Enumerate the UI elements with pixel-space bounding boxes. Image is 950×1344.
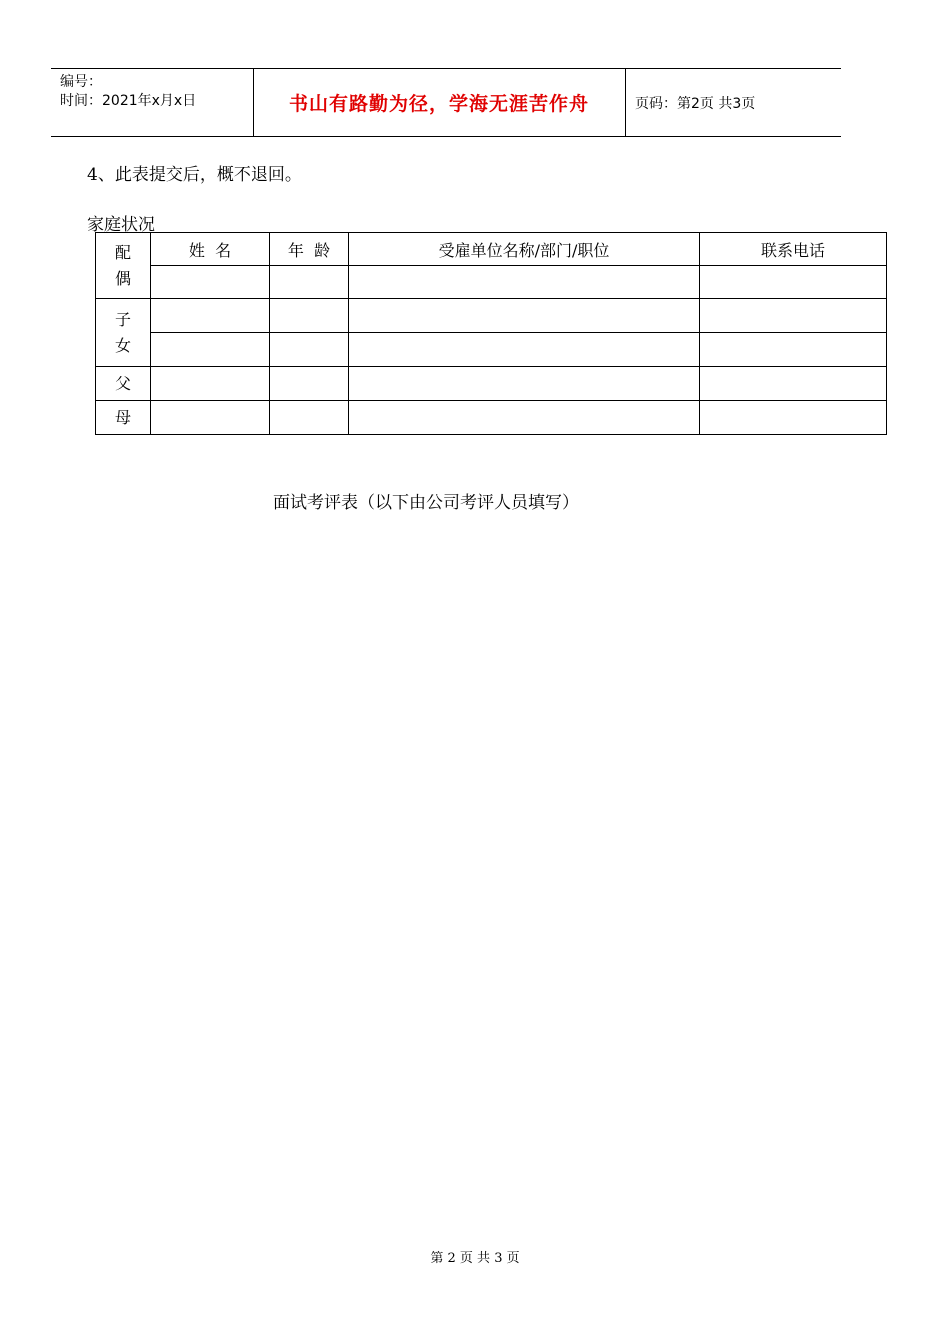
mother-age-cell[interactable] <box>270 401 349 435</box>
relation-children-label: 子 女 <box>96 299 151 367</box>
spouse-name-cell[interactable] <box>151 266 270 299</box>
child-2-employer-cell[interactable] <box>349 333 700 367</box>
column-header-employer: 受雇单位名称/部门/职位 <box>349 233 700 266</box>
spouse-age-cell[interactable] <box>270 266 349 299</box>
table-row <box>96 299 887 333</box>
document-date-label: 时间：2021年x月x日 <box>60 93 197 109</box>
column-header-name: 姓 名 <box>151 233 270 266</box>
table-row <box>96 367 887 401</box>
child-1-age-cell[interactable] <box>270 299 349 333</box>
page-footer: 第 2 页 共 3 页 <box>430 1251 520 1266</box>
column-header-phone: 联系电话 <box>700 233 887 266</box>
spouse-employer-cell[interactable] <box>349 266 700 299</box>
relation-father-label: 父 <box>96 367 151 401</box>
spouse-phone-cell[interactable] <box>700 266 887 299</box>
child-2-age-cell[interactable] <box>270 333 349 367</box>
header-motto: 书山有路勤为径，学海无涯苦作舟 <box>288 93 589 115</box>
interview-evaluation-title: 面试考评表（以下由公司考评人员填写） <box>273 493 579 513</box>
child-2-name-cell[interactable] <box>151 333 270 367</box>
family-section-title: 家庭状况 <box>87 215 155 235</box>
header-page-cell <box>626 69 841 136</box>
relation-spouse-label: 配 偶 <box>96 233 151 299</box>
father-employer-cell[interactable] <box>349 367 700 401</box>
father-name-cell[interactable] <box>151 367 270 401</box>
column-header-age: 年 龄 <box>270 233 349 266</box>
family-status-table <box>95 232 887 435</box>
header-motto-cell <box>253 69 626 136</box>
father-age-cell[interactable] <box>270 367 349 401</box>
header-page-info: 页码：第2页 共3页 <box>635 95 756 112</box>
mother-phone-cell[interactable] <box>700 401 887 435</box>
page-header <box>51 68 841 137</box>
submission-note: 4、此表提交后，概不退回。 <box>87 165 302 185</box>
table-row <box>96 233 887 266</box>
header-meta-cell <box>51 69 254 136</box>
father-phone-cell[interactable] <box>700 367 887 401</box>
table-row <box>96 333 887 367</box>
table-row <box>96 266 887 299</box>
document-number-label: 编号： <box>60 74 102 90</box>
child-1-name-cell[interactable] <box>151 299 270 333</box>
mother-name-cell[interactable] <box>151 401 270 435</box>
child-2-phone-cell[interactable] <box>700 333 887 367</box>
mother-employer-cell[interactable] <box>349 401 700 435</box>
child-1-phone-cell[interactable] <box>700 299 887 333</box>
child-1-employer-cell[interactable] <box>349 299 700 333</box>
relation-mother-label: 母 <box>96 401 151 435</box>
table-row <box>96 401 887 435</box>
